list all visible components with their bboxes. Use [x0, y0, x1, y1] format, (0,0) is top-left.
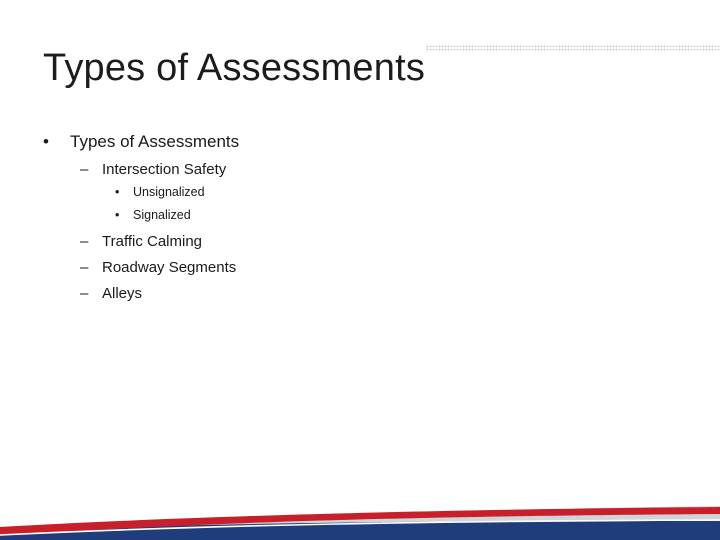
dash-marker: –: [80, 233, 89, 250]
title-dotted-rule: [426, 45, 720, 51]
list-item-text: Types of Assessments: [70, 132, 240, 151]
list-item-text: Intersection Safety: [102, 161, 227, 178]
bullet-marker: •: [115, 185, 120, 199]
bullet-marker: •: [43, 132, 49, 151]
dash-marker: –: [80, 285, 89, 302]
list-item-text: Unsignalized: [133, 185, 205, 199]
dash-marker: –: [80, 161, 89, 178]
list-item-text: Roadway Segments: [102, 259, 237, 276]
list-item-text: Signalized: [133, 208, 191, 222]
bullet-marker: •: [115, 208, 120, 222]
dash-marker: –: [80, 259, 89, 276]
list-item-text: Traffic Calming: [102, 233, 203, 250]
slide-title: Types of Assessments: [43, 47, 426, 89]
footer-swoosh: [0, 480, 720, 540]
list-item-text: Alleys: [102, 285, 143, 302]
